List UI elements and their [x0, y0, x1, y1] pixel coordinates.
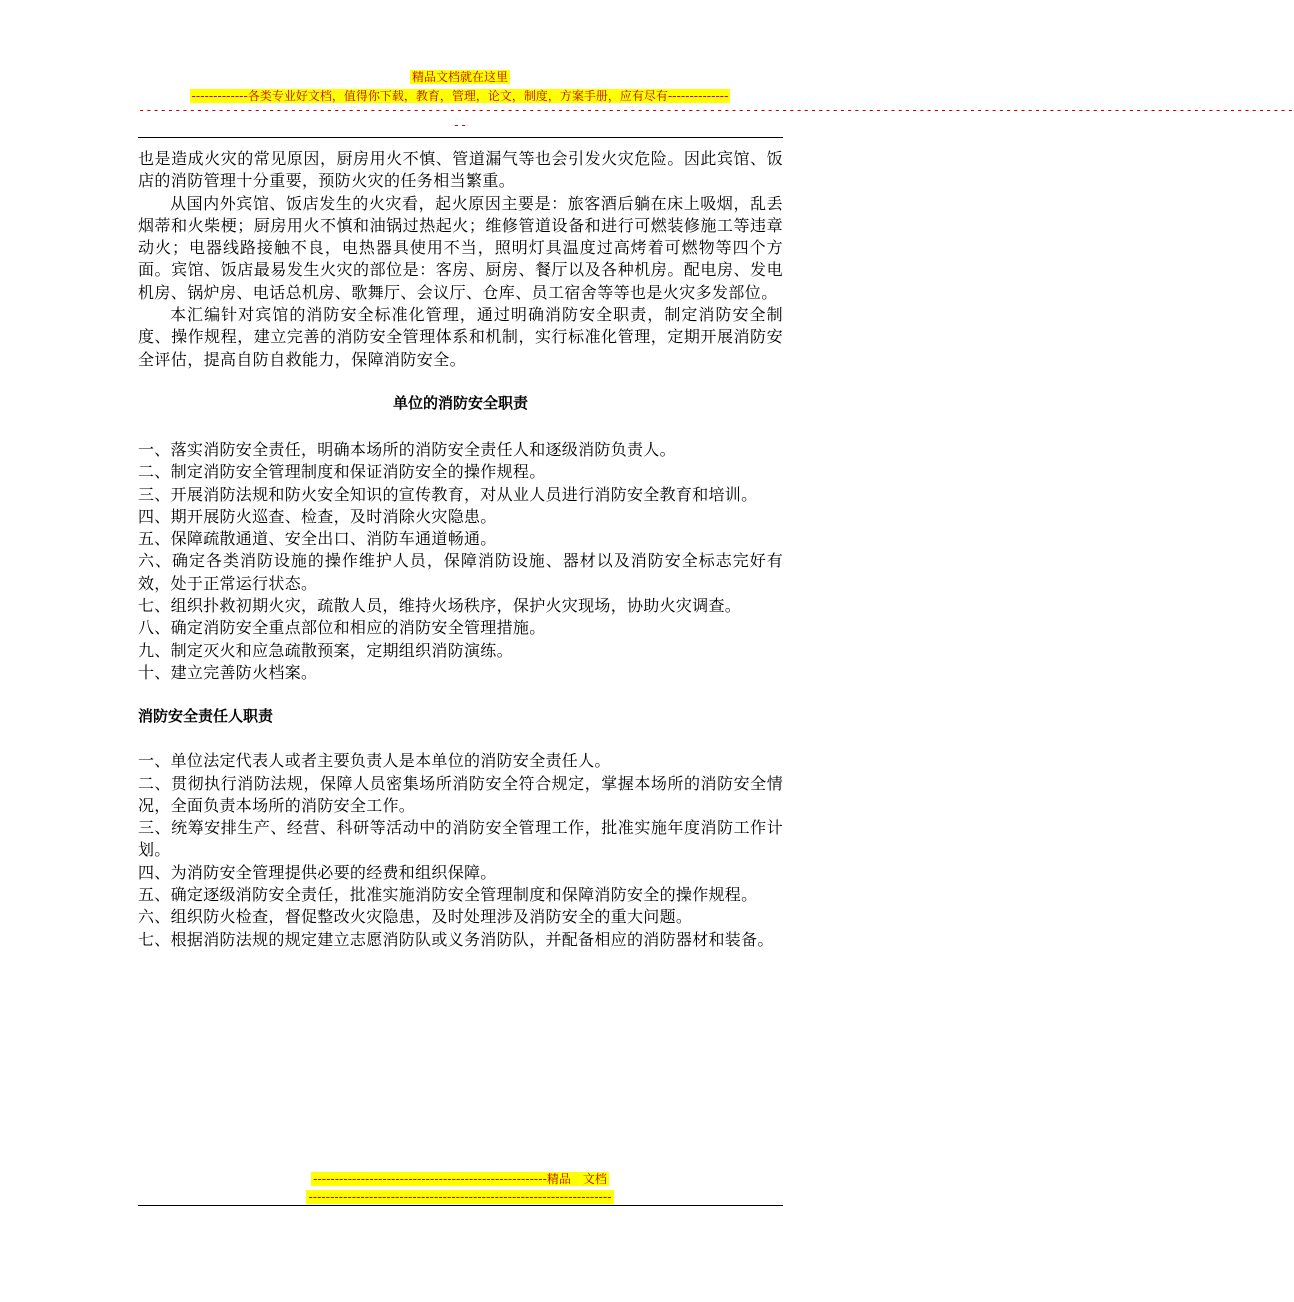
- section2-item-7: 七、根据消防法规的规定建立志愿消防队或义务消防队，并配备相应的消防器材和装备。: [138, 929, 774, 949]
- section1-item-4: 四、期开展防火巡查、检查，及时消除火灾隐患。: [138, 506, 497, 526]
- header-rule: [138, 137, 783, 138]
- section1-item-3: 三、开展消防法规和防火安全知识的宣传教育，对从业人员进行消防安全教育和培训。: [138, 484, 758, 504]
- section2-item-6: 六、组织防火检查，督促整改火灾隐患，及时处理涉及消防安全的重大问题。: [138, 907, 693, 927]
- section2-item-2: 二、贯彻执行消防法规，保障人员密集场所消防安全符合规定，掌握本场所的消防安全情况，全面负责本场所的消防安全工作。: [138, 773, 783, 815]
- section2-item-5: 五、确定逐级消防安全责任，批准实施消防安全管理制度和保障消防安全的操作规程。: [138, 885, 758, 905]
- header-tagline: -------------各类专业好文档，值得你下载，教育，管理，论文，制度，方案手册，应有尽有--------------: [191, 89, 729, 103]
- section2-item-3: 三、统筹安排生产、经营、科研等活动中的消防安全管理工作，批准实施年度消防工作计划。: [138, 818, 783, 860]
- section2-heading: 消防安全责任人职责: [138, 707, 274, 726]
- section1-item-5: 五、保障疏散通道、安全出口、消防车通道畅通。: [138, 529, 497, 549]
- section1-item-2: 二、制定消防安全管理制度和保证消防安全的操作规程。: [138, 462, 546, 482]
- section2-item-1: 一、单位法定代表人或者主要负责人是本单位的消防安全责任人。: [138, 751, 611, 771]
- intro-paragraph-2: 从国内外宾馆、饭店发生的火灾看，起火原因主要是：旅客酒后躺在床上吸烟，乱丢烟蒂和火柴梗；厨房用火不慎和油锅过热起火；维修管道设备和进行可燃装修施工等违章动火；电器线路接触不良，电热器具使用不当，照明灯具温度过高烤着可燃物等四个方面。宾馆、饭店最易发生火灾的部位是：客房、厨房、餐厅以及各种机房。配电房、发电机房、锅炉房、电话总机房、歌舞厅、会议厅、仓库、员工宿舍等等也是火灾多发部位。: [138, 193, 783, 302]
- footer-line-2: ----------------------------------------------------------------------: [308, 1190, 612, 1204]
- footer-line-1: ------------------------------------------------------精品 文档: [313, 1172, 607, 1186]
- header-title: 精品文档就在这里: [411, 70, 508, 84]
- section1-item-10: 十、建立完善防火档案。: [138, 662, 318, 682]
- section1-item-8: 八、确定消防安全重点部位和相应的消防安全管理措施。: [138, 618, 546, 638]
- footer-row-1: [0, 1168, 920, 1187]
- header-dashes-tail: --: [452, 118, 468, 132]
- section1-item-9: 九、制定灭火和应急疏散预案，定期组织消防演练。: [138, 640, 513, 660]
- intro-paragraph-1: 也是造成火灾的常见原因，厨房用火不慎、管道漏气等也会引发火灾危险。因此宾馆、饭店的消防管理十分重要，预防火灾的任务相当繁重。: [138, 149, 783, 191]
- section1-item-1: 一、落实消防安全责任，明确本场所的消防安全责任人和逐级消防负责人。: [138, 439, 676, 459]
- section1-heading: 单位的消防安全职责: [392, 393, 528, 412]
- section1-item-7: 七、组织扑救初期火灾，疏散人员，维持火场秩序，保护火灾现场，协助火灾调查。: [138, 596, 742, 616]
- section2-item-4: 四、为消防安全管理提供必要的经费和组织保障。: [138, 862, 497, 882]
- footer-row-2: [0, 1186, 920, 1205]
- header-dashes: ----------------------------------------------------------------------------------------------------------------------------------------------------------------: [138, 103, 1294, 117]
- footer-rule: [138, 1205, 783, 1206]
- header-title-row: [0, 66, 920, 85]
- document-body: [138, 148, 783, 951]
- section1-item-6: 六、确定各类消防设施的操作维护人员，保障消防设施、器材以及消防安全标志完好有效，处于正常运行状态。: [138, 551, 783, 593]
- header-tagline-row: [0, 85, 920, 104]
- intro-paragraph-3: 本汇编针对宾馆的消防安全标准化管理，通过明确消防安全职责，制定消防安全制度、操作规程，建立完善的消防安全管理体系和机制，实行标准化管理，定期开展消防安全评估，提高自防自救能力，保障消防安全。: [138, 305, 783, 369]
